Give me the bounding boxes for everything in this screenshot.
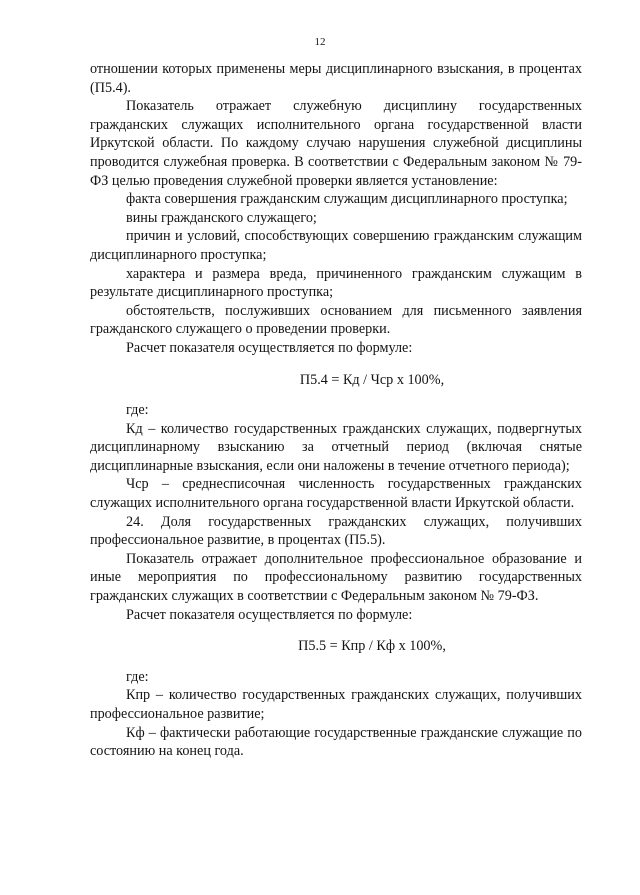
formula-p5-5: П5.5 = Кпр / Кф х 100%, bbox=[298, 638, 446, 655]
definition-chsr: Чср – среднесписочная численность государственных гражданских служащих исполнительного органа государственной власти Иркутской области. bbox=[90, 476, 582, 512]
definition-kpr: Кпр – количество государственных гражданских служащих, получивших профессиональное развитие; bbox=[90, 687, 582, 722]
formula-p5-4: П5.4 = Кд / Чср х 100%, bbox=[299, 371, 445, 388]
list-item: причин и условий, способствующих совершению гражданским служащим дисциплинарного проступка; bbox=[90, 228, 582, 263]
definition-kd: Кд – количество государственных гражданских служащих, подвергнутых дисциплинарному взысканию за отчетный период (включая снятые дисциплинарные взыскания, если они наложены в течение отчетного периода); bbox=[90, 420, 582, 474]
page-number: 12 bbox=[314, 36, 326, 48]
paragraph: отношении которых применены меры дисциплинарного взыскания, в процентах (П5.4). bbox=[90, 61, 582, 96]
paragraph: Показатель отражает дополнительное профессиональное образование и иные мероприятия по профессиональному развитию государственных гражданских служащих в соответствии с Федеральным законом № 79-ФЗ. bbox=[90, 550, 582, 605]
list-item: характера и размера вреда, причиненного гражданским служащим в результате дисциплинарного проступка; bbox=[90, 265, 582, 301]
paragraph: Расчет показателя осуществляется по формуле: bbox=[126, 339, 413, 356]
definition-kf: Кф – фактически работающие государственные гражданские служащие по состоянию на конец года. bbox=[90, 724, 582, 760]
document-body bbox=[90, 60, 582, 761]
paragraph: Расчет показателя осуществляется по формуле: bbox=[126, 606, 413, 623]
list-item: вины гражданского служащего; bbox=[126, 209, 317, 226]
paragraph: Показатель отражает служебную дисциплину государственных гражданских служащих исполнительного органа государственной власти Иркутской области. По каждому случаю нарушения служебной дисциплины проводится служебная проверка. В соответствии с Федеральным законом № 79-ФЗ целью проведения служебной проверки является установление: bbox=[90, 98, 582, 189]
list-item: обстоятельств, послуживших основанием для письменного заявления гражданского служащего о проведении проверки. bbox=[90, 302, 582, 338]
list-item: факта совершения гражданским служащим дисциплинарного проступка; bbox=[126, 191, 568, 208]
where-label: где: bbox=[126, 668, 149, 685]
where-label: где: bbox=[126, 402, 149, 419]
section-heading-24: 24. Доля государственных гражданских служащих, получивших профессиональное развитие, в процентах (П5.5). bbox=[90, 513, 582, 549]
